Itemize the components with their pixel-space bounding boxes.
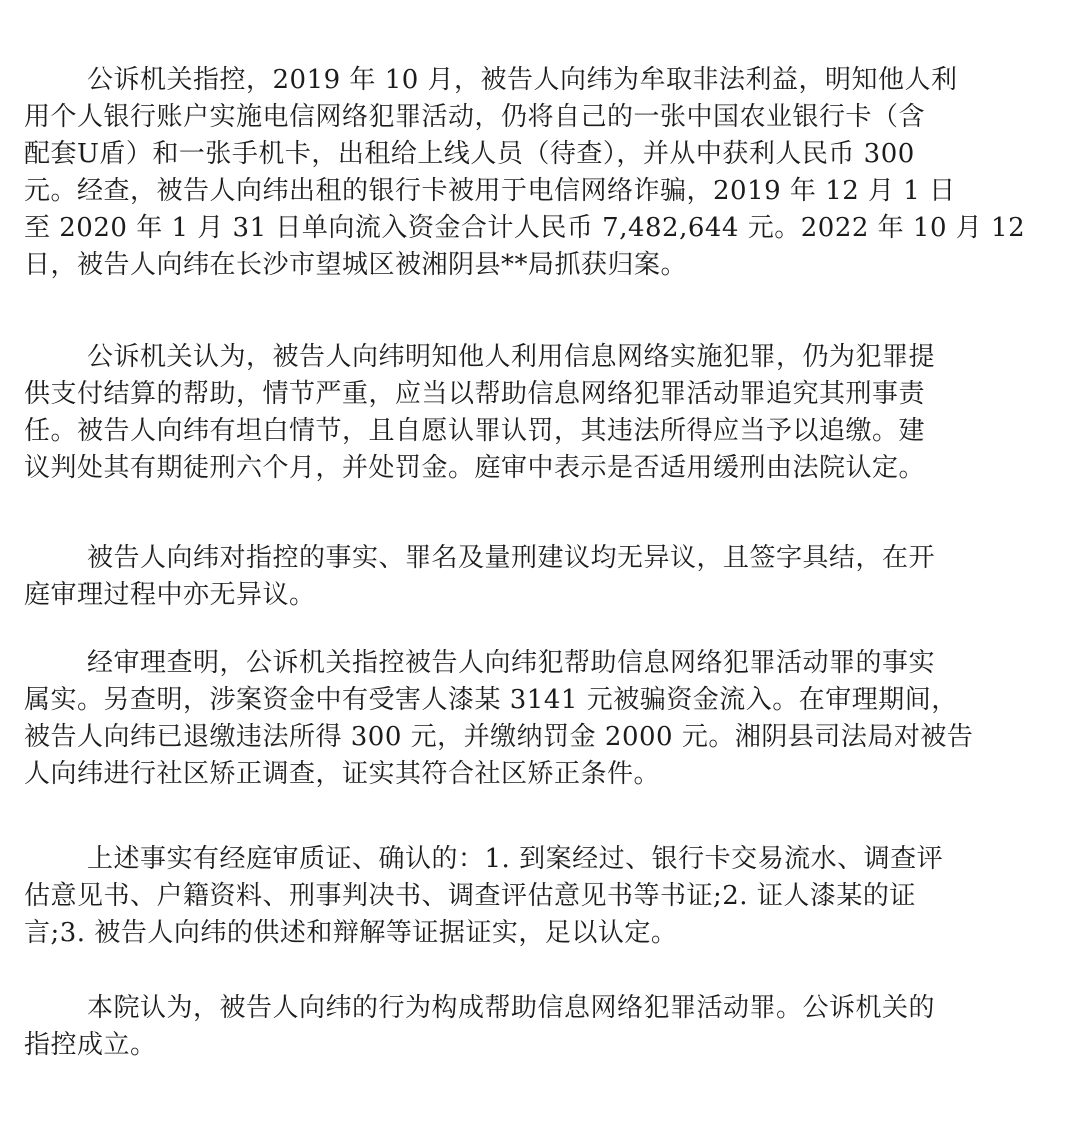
paragraph-1-line-4: 元。经查，被告人向纬出租的银行卡被用于电信网络诈骗，2019 年 12 月 1 日 bbox=[24, 176, 956, 206]
paragraph-2-line-3: 任。被告人向纬有坦白情节，且自愿认罪认罚，其违法所得应当予以追缴。建 bbox=[24, 416, 926, 446]
paragraph-5-line-2: 估意见书、户籍资料、刑事判决书、调查评估意见书等书证;2. 证人漆某的证 bbox=[24, 881, 916, 911]
paragraph-5-line-3: 言;3. 被告人向纬的供述和辩解等证据证实，足以认定。 bbox=[24, 918, 678, 948]
paragraph-4-line-1: 经审理查明，公诉机关指控被告人向纬犯帮助信息网络犯罪活动罪的事实 bbox=[87, 648, 936, 678]
paragraph-2-line-4: 议判处其有期徒刑六个月，并处罚金。庭审中表示是否适用缓刑由法院认定。 bbox=[24, 453, 926, 483]
paragraph-4-line-2: 属实。另查明，涉案资金中有受害人漆某 3141 元被骗资金流入。在审理期间， bbox=[24, 685, 958, 715]
paragraph-2-line-1: 公诉机关认为，被告人向纬明知他人利用信息网络实施犯罪，仍为犯罪提 bbox=[87, 342, 936, 372]
paragraph-2-line-2: 供支付结算的帮助，情节严重，应当以帮助信息网络犯罪活动罪追究其刑事责 bbox=[24, 379, 926, 409]
paragraph-1-line-1: 公诉机关指控，2019 年 10 月，被告人向纬为牟取非法利益，明知他人利 bbox=[87, 65, 958, 95]
paragraph-6-line-2: 指控成立。 bbox=[24, 1030, 157, 1060]
paragraph-1-line-3: 配套U盾）和一张手机卡，出租给上线人员（待查），并从中获利人民币 300 bbox=[24, 139, 915, 169]
paragraph-4-line-4: 人向纬进行社区矫正调查，证实其符合社区矫正条件。 bbox=[24, 759, 661, 789]
paragraph-6-line-1: 本院认为，被告人向纬的行为构成帮助信息网络犯罪活动罪。公诉机关的 bbox=[87, 993, 936, 1023]
paragraph-1-line-5: 至 2020 年 1 月 31 日单向流入资金合计人民币 7,482,644 元。2022 年 10 月 12 bbox=[24, 213, 1026, 243]
paragraph-1-line-6: 日，被告人向纬在长沙市望城区被湘阴县**局抓获归案。 bbox=[24, 250, 688, 280]
paragraph-1-line-2: 用个人银行账户实施电信网络犯罪活动，仍将自己的一张中国农业银行卡（含 bbox=[24, 102, 926, 132]
paragraph-3-line-1: 被告人向纬对指控的事实、罪名及量刑建议均无异议，且签字具结，在开 bbox=[87, 543, 936, 573]
paragraph-4-line-3: 被告人向纬已退缴违法所得 300 元，并缴纳罚金 2000 元。湘阴县司法局对被告 bbox=[24, 722, 974, 752]
paragraph-3-line-2: 庭审理过程中亦无异议。 bbox=[24, 580, 316, 610]
paragraph-5-line-1: 上述事实有经庭审质证、确认的：1. 到案经过、银行卡交易流水、调查评 bbox=[87, 844, 944, 874]
